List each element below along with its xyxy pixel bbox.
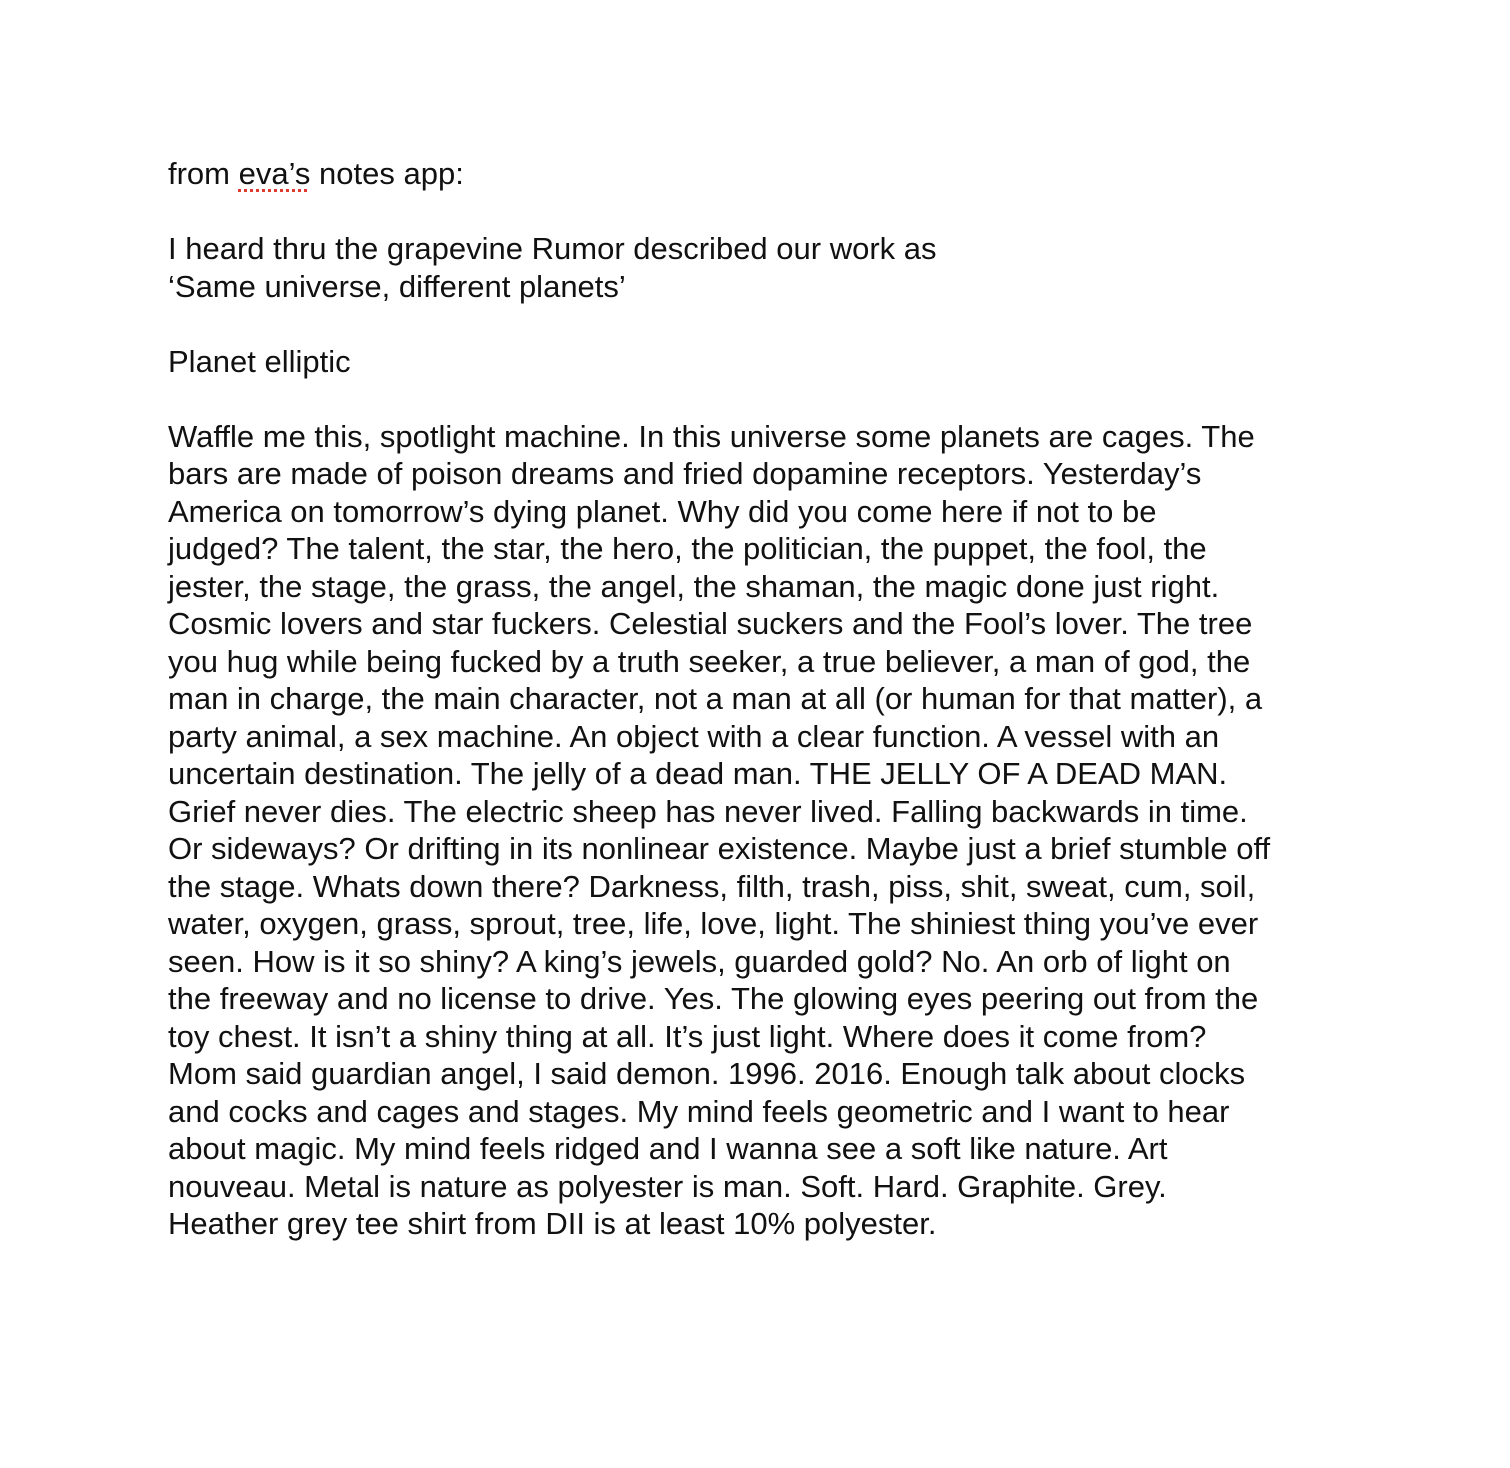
body-line: Waffle me this, spotlight machine. In this universe some planets are cages. The	[168, 418, 1255, 454]
blank-line	[168, 380, 1368, 418]
heading-prefix: from	[168, 156, 239, 191]
body-line: nouveau. Metal is nature as polyester is man. Soft. Hard. Graphite. Grey.	[168, 1168, 1167, 1204]
body-line: the freeway and no license to drive. Yes. The glowing eyes peering out from the	[168, 981, 1259, 1016]
body-line: seen. How is it so shiny? A king’s jewels, guarded gold? No. An orb of light on	[168, 943, 1231, 979]
body-line: bars are made of poison dreams and fried dopamine receptors. Yesterday’s	[168, 456, 1202, 491]
body-line: toy chest. It isn’t a shiny thing at all. It’s just light. Where does it come from?	[168, 1018, 1207, 1054]
blank-line	[168, 193, 1368, 231]
body-line: uncertain destination. The jelly of a dead man. THE JELLY OF A DEAD MAN.	[168, 756, 1228, 791]
body-line: man in charge, the main character, not a man at all (or human for that matter), a	[168, 681, 1263, 716]
body-line: Or sideways? Or drifting in its nonlinear existence. Maybe just a brief stumble off	[168, 831, 1271, 866]
heading-line	[168, 155, 1368, 193]
body-line: Cosmic lovers and star fuckers. Celestial suckers and the Fool’s lover. The tree	[168, 606, 1253, 641]
body-line: about magic. My mind feels ridged and I wanna see a soft like nature. Art	[168, 1131, 1168, 1166]
body-line: jester, the stage, the grass, the angel, the shaman, the magic done just right.	[168, 568, 1220, 604]
heading-suffix: notes app:	[310, 156, 464, 191]
body-paragraph	[168, 418, 1368, 1243]
body-line: judged? The talent, the star, the hero, the politician, the puppet, the fool, the	[168, 531, 1207, 566]
body-line: Heather grey tee shirt from DII is at least 10% polyester.	[168, 1206, 937, 1241]
spellcheck-flagged-word[interactable]: eva’s	[238, 156, 311, 191]
body-line: water, oxygen, grass, sprout, tree, life, love, light. The shiniest thing you’ve ever	[168, 906, 1259, 941]
blank-line	[168, 305, 1368, 343]
section-title: Planet elliptic	[168, 343, 351, 379]
body-line: and cocks and cages and stages. My mind feels geometric and I want to hear	[168, 1093, 1230, 1129]
document-text[interactable]	[168, 155, 1368, 1243]
body-line: America on tomorrow’s dying planet. Why did you come here if not to be	[168, 493, 1157, 529]
body-line: the stage. Whats down there? Darkness, filth, trash, piss, shit, sweat, cum, soil,	[168, 868, 1256, 904]
body-line: party animal, a sex machine. An object with a clear function. A vessel with an	[168, 718, 1220, 754]
body-line: Grief never dies. The electric sheep has never lived. Falling backwards in time.	[168, 793, 1248, 829]
body-line: Mom said guardian angel, I said demon. 1996. 2016. Enough talk about clocks	[168, 1056, 1246, 1091]
intro-line: ‘Same universe, different planets’	[168, 268, 626, 304]
intro-line: I heard thru the grapevine Rumor described our work as	[168, 231, 937, 266]
body-line: you hug while being fucked by a truth seeker, a true believer, a man of god, the	[168, 643, 1251, 679]
